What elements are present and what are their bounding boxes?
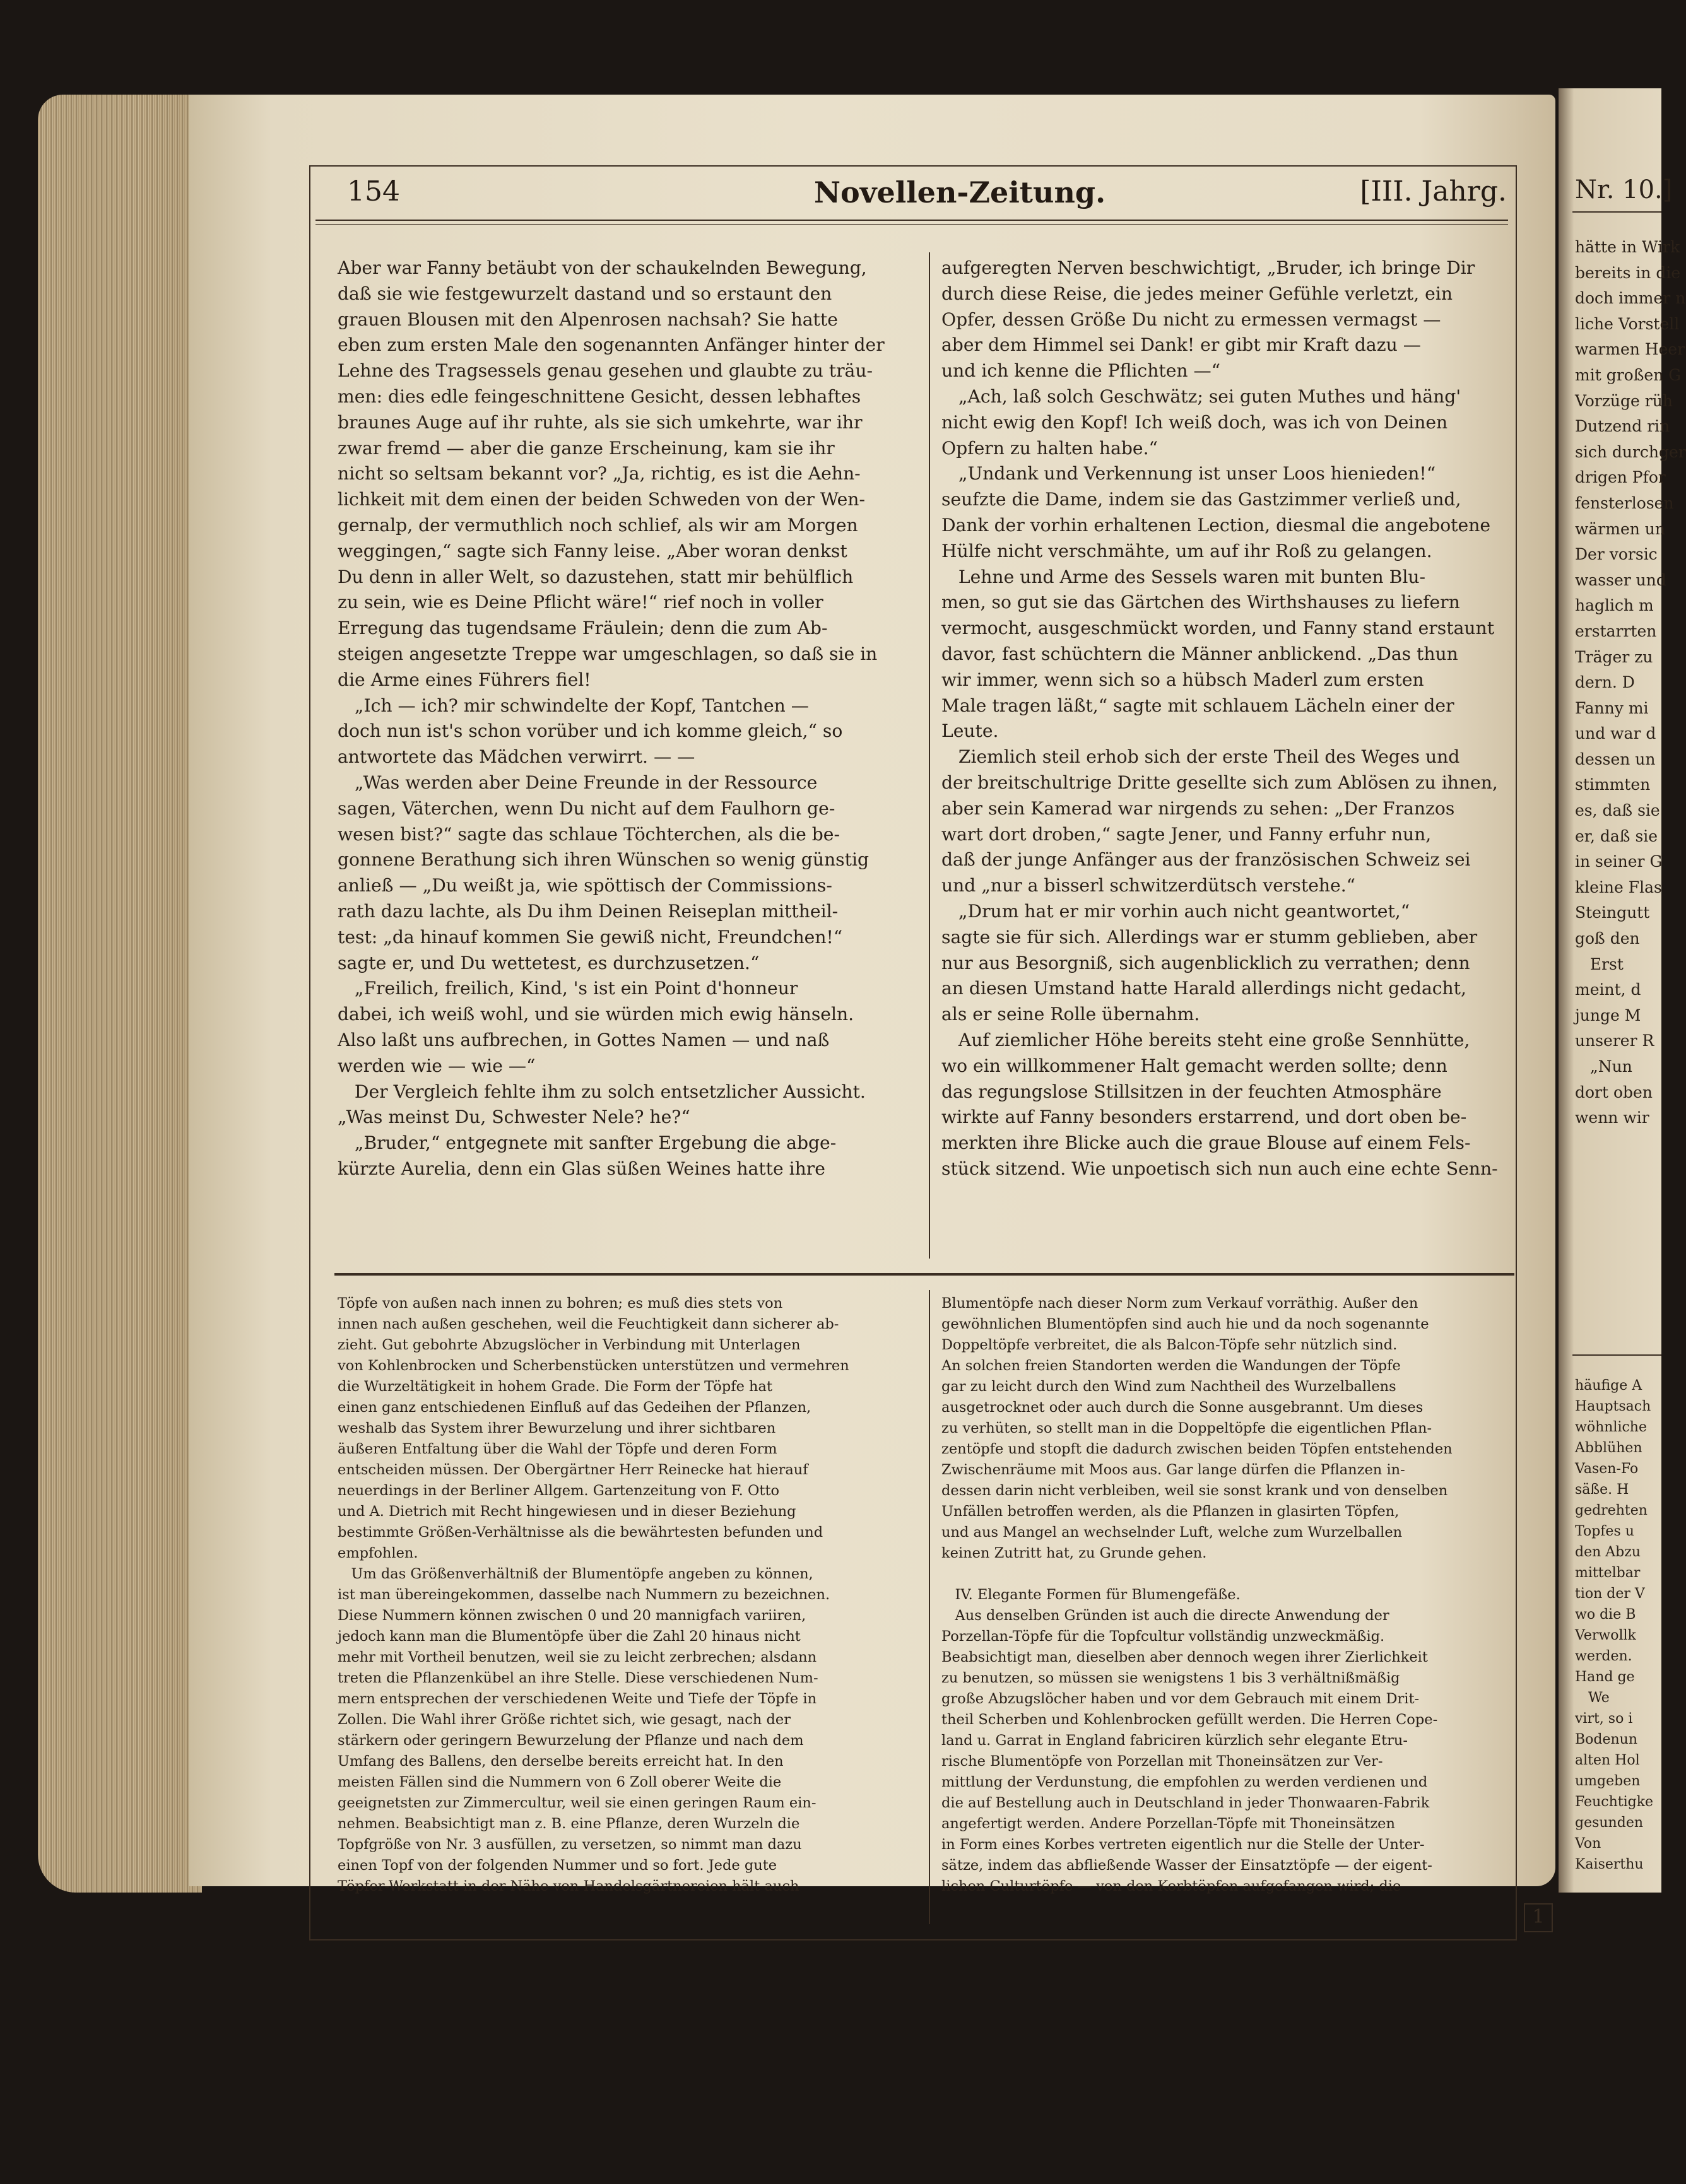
text-line: treten die Pflanzenkübel an ihre Stelle. Diese verschiedenen Num- [338,1670,818,1686]
text-line: nehmen. Beabsichtigt man z. B. eine Pflanze, deren Wurzeln die [338,1816,800,1832]
text-line: von Kohlenbrocken und Scherbenstücken unterstützen und vermehren [338,1358,849,1374]
text-line: Lehne des Tragsessels genau gesehen und glaubte zu träu- [338,360,873,382]
text-line: rath dazu lachte, als Du ihm Deinen Reiseplan mittheil- [338,900,839,922]
fragment-line: stimmten [1575,775,1651,794]
fragment-line: unserer R [1575,1031,1654,1050]
fragment-line: und war d [1575,724,1656,743]
text-line: mehr mit Vortheil benutzen, weil sie zu leicht zerbrechen; alsdann [338,1649,817,1665]
fragment-line: junge M [1575,1006,1641,1024]
text-line: ist man übereingekommen, dasselbe nach Nummern zu bezeichnen. [338,1587,830,1603]
text-line: dessen darin nicht verbleiben, weil sie sonst krank und von denselben [941,1482,1448,1499]
text-line: „Ich — ich? mir schwindelte der Kopf, Tantchen — [338,695,809,716]
text-line: seufzte die Dame, indem sie das Gastzimmer verließ und, [941,489,1461,510]
text-line: durch diese Reise, die jedes meiner Gefühle verletzt, ein [941,283,1453,304]
text-line: äußeren Entfaltung über die Wahl der Töpfe und deren Form [338,1441,777,1457]
fragment-line: We [1575,1690,1610,1706]
text-line: Unfällen betroffen werden, als die Pflanzen in glasirten Töpfen, [941,1503,1400,1520]
fragment-line: alten Hol [1575,1752,1640,1768]
fragment-line: wärmen un [1575,519,1666,538]
text-line: sätze, indem das abfließende Wasser der Einsatztöpfe — der eigent- [941,1857,1432,1874]
text-line: daß der junge Anfänger aus der französischen Schweiz sei [941,849,1471,871]
text-line: Hülfe nicht verschmähte, um auf ihr Roß zu gelangen. [941,540,1432,561]
fragment-line: Fanny mi [1575,698,1649,717]
text-line: sagte sie für sich. Allerdings war er stumm geblieben, aber [941,926,1478,948]
text-line: Um das Größenverhältniß der Blumentöpfe angeben zu können, [338,1566,813,1582]
fragment-line: den Abzu [1575,1544,1641,1560]
text-line: an diesen Umstand hatte Harald allerdings nicht gedacht, [941,978,1466,999]
text-line: der breitschultrige Dritte gesellte sich zum Ablösen zu ihnen, [941,772,1498,793]
text-line: Aber war Fanny betäubt von der schaukelnden Bewegung, [338,257,867,278]
text-line: werden wie — wie —“ [338,1055,536,1076]
fragment-line: drigen Pfor [1575,468,1666,487]
column-divider-bottom [929,1290,930,1924]
fragment-line: virt, so i [1575,1711,1633,1727]
text-line: „Undank und Verkennung ist unser Loos hienieden!“ [941,463,1436,484]
text-line: als er seine Rolle übernahm. [941,1004,1200,1025]
next-page-bottom-fragments [1575,1375,1653,1875]
text-line: nicht ewig den Kopf! Ich weiß doch, was ich von Deinen [941,411,1448,433]
fragment-line: meint, d [1575,980,1641,999]
text-line: aber dem Himmel sei Dank! er gibt mir Kraft dazu — [941,334,1421,356]
fragment-line: Verwollk [1575,1628,1636,1643]
text-line: Aus denselben Gründen ist auch die directe Anwendung der [941,1607,1389,1624]
text-line: innen nach außen geschehen, weil die Feuchtigkeit dann sicherer ab- [338,1316,839,1332]
text-line: stärkern oder geringern Bewurzelung der Pflanze und nach dem [338,1732,804,1749]
text-line: aufgeregten Nerven beschwichtigt, „Bruder, ich bringe Dir [941,257,1475,278]
text-line: keinen Zutritt hat, zu Grunde gehen. [941,1545,1207,1561]
text-line: und ich kenne die Pflichten —“ [941,360,1221,382]
fragment-line: haglich m [1575,596,1654,615]
text-line: Töpfer-Werkstatt in der Nähe von Handelsgärtnereien hält auch [338,1878,799,1894]
next-page-header-rule [1572,211,1661,213]
fragment-line: Topfes u [1575,1524,1634,1539]
text-line: nicht so seltsam bekannt vor? „Ja, richtig, es ist die Aehn- [338,463,861,484]
text-line: jedoch kann man die Blumentöpfe über die Zahl 20 hinaus nicht [338,1628,801,1645]
text-line: neuerdings in der Berliner Allgem. Gartenzeitung von F. Otto [338,1482,780,1499]
fragment-line: Feuchtigke [1575,1794,1654,1810]
fragment-line: gesunden [1575,1815,1644,1831]
text-line: wart dort droben,“ sagte Jener, und Fanny erfuhr nun, [941,823,1432,845]
text-line: Blumentöpfe nach dieser Norm zum Verkauf vorräthig. Außer den [941,1295,1418,1312]
text-line: davor, fast schüchtern die Männer anblickend. „Das thun [941,643,1458,664]
text-line: wo ein willkommener Halt gemacht werden sollte; denn [941,1055,1447,1076]
text-line: gar zu leicht durch den Wind zum Nachtheil des Wurzelballens [941,1378,1396,1395]
fragment-line: liche Vorstell [1575,314,1680,333]
text-line: Doppeltöpfe verbreitet, die als Balcon-Töpfe sehr nützlich sind. [941,1337,1398,1353]
text-line: Umfang des Ballens, den derselbe bereits erreicht hat. In den [338,1753,784,1770]
text-line: lichen Culturtöpfe — von den Korbtöpfen aufgefangen wird; die [941,1878,1401,1894]
column-divider-top [929,252,930,1259]
text-line: theil Scherben und Kohlenbrocken gefüllt werden. Die Herren Cope- [941,1711,1438,1728]
journal-title: Novellen-Zeitung. [814,175,1106,209]
text-line: rische Blumentöpfe von Porzellan mit Thoneinsätzen zur Ver- [941,1753,1383,1770]
text-line: antwortete das Mädchen verwirrt. — — [338,746,695,768]
fragment-line: Erst [1575,954,1624,973]
fragment-line: kleine Flas [1575,878,1662,896]
fragment-line: fensterlosen [1575,493,1674,512]
text-line: lichkeit mit dem einen der beiden Schweden von der Wen- [338,489,865,510]
text-line: und A. Dietrich mit Recht hingewiesen und in dieser Beziehung [338,1503,796,1520]
text-line: Beabsichtigt man, dieselben aber dennoch wegen ihrer Zierlichkeit [941,1649,1428,1665]
next-page-header: Nr. 10.] [1575,175,1673,204]
fragment-line: wenn wir [1575,1108,1649,1127]
fragment-line: hätte in Wirk [1575,238,1680,256]
text-line: die Arme eines Führers fiel! [338,669,591,690]
article-column-left [338,1293,918,1897]
corner-mark: 1 [1524,1903,1553,1932]
fragment-line: Vorzüge rüh [1575,391,1673,410]
text-line: ausgetrocknet oder auch durch die Sonne ausgebrannt. Um dieses [941,1399,1424,1416]
text-line: und „nur a bisserl schwitzerdütsch verstehe.“ [941,875,1356,896]
next-page-strip [1559,88,1686,1893]
text-line: IV. Elegante Formen für Blumengefäße. [941,1587,1241,1603]
fragment-line: dessen un [1575,749,1656,768]
page-header [328,175,1514,213]
text-line: weggingen,“ sagte sich Fanny leise. „Aber woran denkst [338,540,847,561]
text-line: „Was meinst Du, Schwester Nele? he?“ [338,1107,690,1128]
fragment-line: umgeben [1575,1773,1641,1789]
text-line: zwar fremd — aber die ganze Erscheinung, kam sie ihr [338,437,835,459]
fragment-line: goß den [1575,929,1640,948]
story-column-right [941,255,1525,1182]
text-line: empfohlen. [338,1545,418,1561]
text-line: das regungslose Stillsitzen in der feuchten Atmosphäre [941,1081,1442,1102]
text-line: die auf Bestellung auch in Deutschland in jeder Thonwaaren-Fabrik [941,1795,1430,1811]
text-line: Zollen. Die Wahl ihrer Größe richtet sich, wie gesagt, nach der [338,1711,791,1728]
text-line: gewöhnlichen Blumentöpfen sind auch hie und da noch sogenannte [941,1316,1429,1332]
text-line: weshalb das System ihrer Bewurzelung und ihrer sichtbaren [338,1420,776,1436]
fragment-line: es, daß sie [1575,801,1660,820]
text-line: mittlung der Verdunstung, die empfohlen zu werden verdienen und [941,1774,1428,1790]
text-line: kürzte Aurelia, denn ein Glas süßen Weines hatte ihre [338,1158,825,1179]
text-line: geeignetsten zur Zimmercultur, weil sie einen geringen Raum ein- [338,1795,816,1811]
text-line: aber sein Kamerad war nirgends zu sehen: „Der Franzos [941,797,1455,819]
fragment-line: Dutzend rin [1575,417,1670,436]
text-line: Opfer, dessen Größe Du nicht zu ermessen vermagst — [941,308,1441,330]
fragment-line: Abblühen [1575,1440,1642,1456]
text-line: merkten ihre Blicke auch die graue Blouse auf einem Fels- [941,1132,1471,1154]
text-line: An solchen freien Standorten werden die Wandungen der Töpfe [941,1358,1401,1374]
text-line: grauen Blousen mit den Alpenrosen nachsah? Sie hatte [338,308,838,330]
text-line: „Bruder,“ entgegnete mit sanfter Ergebung die abge- [338,1132,837,1154]
text-line: in Form eines Korbes vertreten eigentlich nur die Stelle der Unter- [941,1836,1425,1853]
fragment-line: dort oben [1575,1083,1653,1101]
fragment-line: wasser und [1575,570,1666,589]
fragment-line: Der vorsic [1575,545,1658,564]
fragment-line: erstarrten [1575,621,1657,640]
text-line: Lehne und Arme des Sessels waren mit bunten Blu- [941,566,1426,587]
text-line: wirkte auf Fanny besonders erstarrend, und dort oben be- [941,1107,1467,1128]
text-line: wir immer, wenn sich so a hübsch Maderl zum ersten [941,669,1424,690]
text-line: Der Vergleich fehlte ihm zu solch entsetzlicher Aussicht. [338,1081,866,1102]
text-line: Zwischenräume mit Moos aus. Gar lange dürfen die Pflanzen in- [941,1462,1405,1478]
text-line: Du denn in aller Welt, so dazustehen, statt mir behülflich [338,566,854,587]
text-line: doch nun ist's schon vorüber und ich komme gleich,“ so [338,720,843,742]
text-line: mern entsprechen der verschiedenen Weite und Tiefe der Töpfe in [338,1691,817,1707]
text-line: Auf ziemlicher Höhe bereits steht eine große Sennhütte, [941,1029,1470,1050]
fragment-line: in seiner G [1575,852,1663,871]
text-line: „Ach, laß solch Geschwätz; sei guten Muthes und häng' [941,385,1461,407]
fragment-line: mittelbar [1575,1565,1641,1581]
text-line: Male tragen läßt,“ sagte mit schlauem Lächeln einer der [941,695,1454,716]
text-line: stück sitzend. Wie unpoetisch sich nun auch eine echte Senn- [941,1158,1498,1179]
fragment-line: wöhnliche [1575,1419,1647,1435]
fragment-line: gedrehten [1575,1503,1648,1518]
fragment-line: Vasen-Fo [1575,1461,1639,1477]
fragment-line: Steingutt [1575,903,1650,922]
text-line: „Drum hat er mir vorhin auch nicht geantwortet,“ [941,900,1410,922]
text-line: eben zum ersten Male den sogenannten Anfänger hinter der [338,334,885,356]
text-line: Leute. [941,720,999,742]
text-line: zu verhüten, so stellt man in die Doppeltöpfe die eigentlichen Pflan- [941,1420,1432,1436]
text-line: daß sie wie festgewurzelt dastand und so erstaunt den [338,283,832,304]
fragment-line: Träger zu [1575,647,1653,666]
text-line: Diese Nummern können zwischen 0 und 20 mannigfach variiren, [338,1607,806,1624]
fragment-line: „Nun [1575,1057,1632,1076]
article-column-right [941,1293,1525,1897]
text-line: gonnene Berathung sich ihren Wünschen so wenig günstig [338,849,870,871]
text-line: sagen, Väterchen, wenn Du nicht auf dem Faulhorn ge- [338,797,835,819]
text-line: Erregung das tugendsame Fräulein; denn die zum Ab- [338,618,828,639]
text-line: Opfern zu halten habe.“ [941,437,1158,459]
header-rule-thin [315,224,1508,225]
fragment-line: doch immer n [1575,289,1686,308]
header-rule [315,220,1508,221]
text-line: nur aus Besorgniß, sich augenblicklich zu verrathen; denn [941,952,1470,973]
fragment-line: dern. D [1575,673,1635,692]
text-line: und aus Mangel an wechselnder Luft, welche zum Wurzelballen [941,1524,1403,1541]
fragment-line: tion der V [1575,1586,1645,1602]
text-line: „Freilich, freilich, Kind, 's ist ein Point d'honneur [338,978,798,999]
text-line: steigen angesetzte Treppe war umgeschlagen, so daß sie in [338,643,878,664]
story-column-left [338,255,918,1182]
text-line: angefertigt werden. Andere Porzellan-Töpfe mit Thoneinsätzen [941,1816,1395,1832]
fragment-line: Kaiserthu [1575,1857,1644,1872]
fragment-line: werden. [1575,1648,1632,1664]
fragment-line: wo die B [1575,1607,1636,1623]
page-number: 154 [347,175,400,208]
text-line: Ziemlich steil erhob sich der erste Theil des Weges und [941,746,1460,768]
fragment-line: bereits in die [1575,263,1681,282]
text-line: gernalp, der vermuthlich noch schlief, als wir am Morgen [338,514,858,536]
text-line: Also laßt uns aufbrechen, in Gottes Namen — und naß [338,1029,830,1050]
fragment-line: Hauptsach [1575,1399,1651,1414]
text-line: zu sein, wie es Deine Pflicht wäre!“ rief noch in voller [338,592,823,613]
text-line: men: dies edle feingeschnittene Gesicht, dessen lebhaftes [338,385,861,407]
text-line: einen Topf von der folgenden Nummer und so fort. Jede gute [338,1857,777,1874]
text-line: land u. Garrat in England fabriciren kürzlich sehr elegante Etru- [941,1732,1408,1749]
volume-year: [III. Jahrg. [1360,175,1507,208]
text-line: Töpfe von außen nach innen zu bohren; es muß dies stets von [338,1295,783,1312]
text-line: test: „da hinauf kommen Sie gewiß nicht, Freundchen!“ [338,926,843,948]
fragment-line: mit großen G [1575,365,1682,384]
section-divider [334,1273,1514,1276]
text-line: dabei, ich weiß wohl, und sie würden mich ewig hänseln. [338,1004,854,1025]
text-line: Dank der vorhin erhaltenen Lection, diesmal die angebotene [941,514,1491,536]
text-line: einen ganz entschiedenen Einfluß auf das Gedeihen der Pflanzen, [338,1399,811,1416]
text-line: braunes Auge auf ihr ruhte, als sie sich umkehrte, war ihr [338,411,863,433]
text-line: bestimmte Größen-Verhältnisse als die bewährtesten befunden und [338,1524,823,1541]
fragment-line: Von [1575,1836,1601,1852]
text-line: zu benutzen, so müssen sie wenigstens 1 bis 3 verhältnißmäßig [941,1670,1400,1686]
fragment-line: sich durchger [1575,442,1686,461]
fragment-line: säße. H [1575,1482,1629,1498]
text-line: Topfgröße von Nr. 3 ausfüllen, zu versetzen, so nimmt man dazu [338,1836,802,1853]
text-line: men, so gut sie das Gärtchen des Wirthshauses zu liefern [941,592,1460,613]
fragment-line: Hand ge [1575,1669,1635,1685]
text-line: sagte er, und Du wettetest, es durchzusetzen.“ [338,952,760,973]
text-line: große Abzugslöcher haben und vor dem Gebrauch mit einem Drit- [941,1691,1420,1707]
text-line: Porzellan-Töpfe für die Topfcultur vollständig unzweckmäßig. [941,1628,1385,1645]
book-page-edges [38,95,202,1893]
text-line: anließ — „Du weißt ja, wie spöttisch der Commissions- [338,875,832,896]
text-line: meisten Fällen sind die Nummern von 6 Zoll oberer Weite die [338,1774,782,1790]
text-line: wesen bist?“ sagte das schlaue Töchterchen, als die be- [338,823,840,845]
next-page-top-fragments [1575,235,1686,1131]
fragment-line: er, daß sie [1575,826,1658,845]
text-line: vermocht, ausgeschmückt worden, und Fanny stand erstaunt [941,618,1495,639]
next-page-mid-rule [1572,1354,1661,1356]
text-line: entscheiden müssen. Der Obergärtner Herr Reinecke hat hierauf [338,1462,808,1478]
text-line: „Was werden aber Deine Freunde in der Ressource [338,772,818,793]
fragment-line: Bodenun [1575,1732,1638,1747]
text-line: zieht. Gut gebohrte Abzugslöcher in Verbindung mit Unterlagen [338,1337,801,1353]
text-line: die Wurzeltätigkeit in hohem Grade. Die Form der Töpfe hat [338,1378,772,1395]
fragment-line: häufige A [1575,1378,1642,1394]
text-line: zentöpfe und stopft die dadurch zwischen beiden Töpfen entstehenden [941,1441,1453,1457]
text-line [941,1564,1525,1585]
fragment-line: warmen Heer [1575,340,1685,359]
